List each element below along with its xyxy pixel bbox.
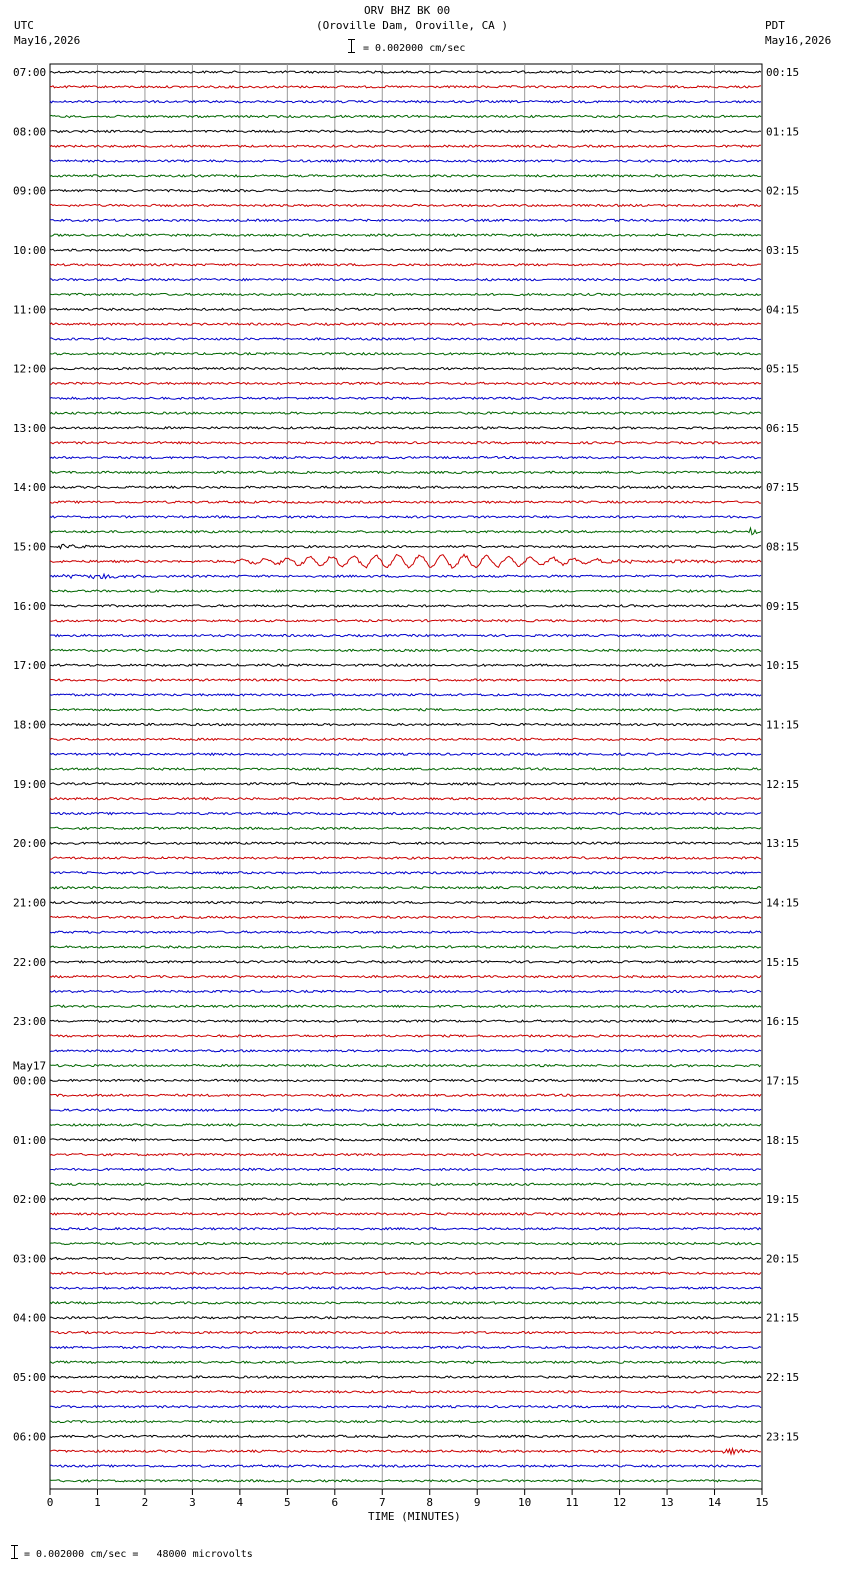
trace-row [50, 664, 761, 666]
trace-row [50, 976, 761, 978]
trace-row [50, 694, 761, 696]
pdt-hour-label: 08:15 [766, 540, 800, 554]
footer-scale-text: = 0.002000 cm/sec = 48000 microvolts [24, 1549, 253, 1560]
trace-row [50, 931, 761, 933]
pdt-hour-label: 07:15 [766, 481, 800, 495]
pdt-hour-label: 19:15 [766, 1193, 800, 1207]
pdt-hour-label: 20:15 [766, 1252, 800, 1266]
utc-hour-label: 03:00 [13, 1252, 47, 1266]
trace-row [50, 1020, 761, 1022]
trace-row [50, 961, 761, 963]
trace-row [50, 620, 761, 622]
x-tick-label: 11 [565, 1496, 579, 1509]
trace-row [50, 234, 761, 236]
x-axis-label: TIME (MINUTES) [368, 1510, 461, 1523]
utc-hour-label: 14:00 [13, 481, 47, 495]
trace-row [50, 457, 761, 459]
trace-row [50, 1346, 761, 1348]
trace-row [50, 308, 761, 310]
trace-row [50, 427, 761, 429]
trace-row [50, 264, 761, 266]
trace-row [50, 842, 761, 844]
footer-scale-icon [14, 1545, 15, 1559]
plot-frame [50, 64, 762, 1489]
utc-hour-label: 18:00 [13, 718, 47, 732]
x-tick-label: 1 [94, 1496, 101, 1509]
trace-row [50, 857, 761, 859]
trace-row [50, 323, 761, 325]
trace-row [50, 605, 761, 607]
trace-row [50, 1109, 761, 1111]
trace-row [50, 1391, 761, 1393]
trace-row [50, 501, 761, 503]
trace-row [50, 1420, 761, 1422]
trace-row [50, 827, 761, 829]
trace-row [50, 901, 761, 903]
trace-row [50, 946, 761, 948]
pdt-hour-label: 04:15 [766, 303, 800, 317]
trace-row [50, 145, 761, 147]
x-tick-label: 8 [426, 1496, 434, 1509]
utc-hour-label: 20:00 [13, 837, 47, 851]
pdt-hour-label: 06:15 [766, 421, 800, 435]
pdt-hour-label: 22:15 [766, 1371, 800, 1385]
pdt-hour-label: 16:15 [766, 1015, 800, 1029]
trace-row [50, 679, 761, 681]
pdt-hour-label: 17:15 [766, 1074, 800, 1088]
utc-hour-label: 07:00 [13, 66, 47, 79]
trace-row [50, 1449, 761, 1455]
utc-hour-label: 12:00 [13, 362, 47, 376]
utc-hour-label: 01:00 [13, 1133, 47, 1147]
trace-row [50, 279, 761, 281]
trace-row [50, 1465, 761, 1467]
trace-row [50, 353, 761, 355]
utc-hour-label: 15:00 [13, 540, 47, 554]
trace-row [50, 219, 761, 221]
x-tick-label: 10 [518, 1496, 532, 1509]
trace-row [50, 528, 761, 535]
utc-hour-label: 22:00 [13, 955, 47, 969]
utc-hour-label: 09:00 [13, 184, 47, 198]
trace-row [50, 554, 761, 568]
x-tick-label: 6 [331, 1496, 339, 1509]
trace-row [50, 1302, 761, 1304]
pdt-hour-label: 21:15 [766, 1311, 800, 1325]
pdt-hour-label: 12:15 [766, 777, 800, 791]
pdt-hour-label: 15:15 [766, 955, 800, 969]
trace-row [50, 1480, 761, 1482]
x-tick-label: 3 [189, 1496, 196, 1509]
trace-row [50, 1361, 761, 1363]
right-date: May16,2026 [765, 34, 832, 47]
trace-row [50, 1435, 761, 1437]
trace-row [50, 175, 761, 177]
trace-row [50, 723, 761, 725]
trace-row [50, 649, 761, 651]
trace-row [50, 1317, 761, 1319]
utc-hour-label: 10:00 [13, 243, 47, 257]
trace-row [50, 101, 761, 103]
trace-row [50, 190, 761, 192]
chart-title: ORV BHZ BK 00 [364, 4, 451, 17]
trace-row [50, 1183, 761, 1185]
trace-row [50, 338, 761, 340]
trace-row [50, 1228, 761, 1230]
trace-row [50, 916, 761, 918]
footer-scale-cap-top [11, 1545, 18, 1546]
x-tick-label: 13 [660, 1496, 674, 1509]
pdt-hour-label: 18:15 [766, 1133, 800, 1147]
right-timezone: PDT [765, 19, 785, 32]
trace-row [50, 1139, 761, 1141]
utc-hour-label: 19:00 [13, 777, 47, 791]
scale-text: = 0.002000 cm/sec [363, 43, 466, 54]
pdt-hour-label: 00:15 [766, 66, 800, 79]
trace-row [50, 783, 761, 785]
trace-row [50, 86, 761, 88]
trace-row [50, 1287, 761, 1289]
utc-hour-label: 04:00 [13, 1311, 47, 1325]
trace-row [50, 709, 761, 711]
trace-row [50, 442, 761, 444]
trace-row [50, 590, 761, 592]
x-tick-label: 2 [141, 1496, 149, 1509]
x-tick-label: 9 [473, 1496, 481, 1509]
utc-hour-label: 17:00 [13, 659, 47, 673]
trace-row [50, 1213, 761, 1215]
trace-row [50, 1257, 761, 1259]
pdt-hour-label: 23:15 [766, 1430, 800, 1444]
chart-subtitle: (Oroville Dam, Oroville, CA ) [316, 19, 509, 32]
trace-row [50, 471, 761, 473]
trace-row [50, 293, 761, 295]
utc-hour-label: 13:00 [13, 421, 47, 435]
utc-hour-label: 11:00 [13, 303, 47, 317]
pdt-hour-label: 05:15 [766, 362, 800, 376]
utc-hour-label: 02:00 [13, 1193, 47, 1207]
trace-row [50, 1243, 761, 1245]
x-tick-label: 12 [612, 1496, 627, 1509]
pdt-hour-label: 10:15 [766, 659, 800, 673]
trace-row [50, 872, 761, 874]
trace-row [50, 1035, 761, 1037]
pdt-hour-label: 01:15 [766, 125, 800, 139]
trace-row [50, 738, 761, 740]
utc-hour-label: 08:00 [13, 125, 47, 139]
trace-row [50, 516, 761, 518]
pdt-hour-label: 03:15 [766, 243, 800, 257]
pdt-hour-label: 13:15 [766, 837, 800, 851]
trace-row [50, 634, 761, 636]
x-tick-label: 0 [46, 1496, 54, 1509]
trace-row [50, 397, 761, 399]
utc-hour-label: 21:00 [13, 896, 47, 910]
trace-row [50, 1124, 761, 1126]
utc-hour-label: 05:00 [13, 1371, 47, 1385]
x-tick-label: 15 [755, 1496, 769, 1509]
trace-row [50, 1154, 761, 1156]
trace-row [50, 1168, 761, 1170]
utc-hour-label: 00:00 [13, 1074, 47, 1088]
trace-row [50, 753, 761, 755]
utc-hour-label: 23:00 [13, 1015, 47, 1029]
pdt-hour-label: 09:15 [766, 599, 800, 613]
trace-row [50, 368, 761, 370]
trace-row [50, 812, 761, 814]
trace-row [50, 486, 761, 488]
trace-row [50, 249, 761, 251]
trace-row [50, 1406, 761, 1408]
x-tick-label: 5 [284, 1496, 291, 1509]
utc-date-label: May17 [13, 1059, 47, 1073]
pdt-hour-label: 02:15 [766, 184, 800, 198]
trace-row [50, 990, 761, 992]
trace-row [50, 1065, 761, 1067]
trace-row [50, 1272, 761, 1274]
x-tick-label: 4 [236, 1496, 244, 1509]
trace-row [50, 544, 761, 548]
trace-row [50, 1376, 761, 1378]
trace-row [50, 115, 761, 117]
trace-row [50, 71, 761, 73]
trace-row [50, 798, 761, 800]
trace-row [50, 1050, 761, 1052]
trace-row [50, 1332, 761, 1334]
trace-row [50, 1005, 761, 1007]
footer-scale-cap-bottom [11, 1558, 18, 1559]
x-tick-label: 14 [707, 1496, 722, 1509]
trace-row [50, 382, 761, 384]
trace-row [50, 130, 761, 132]
trace-row [50, 887, 761, 889]
pdt-hour-label: 14:15 [766, 896, 800, 910]
trace-row [50, 204, 761, 206]
trace-row [50, 768, 761, 770]
utc-hour-label: 16:00 [13, 599, 47, 613]
trace-row [50, 1079, 761, 1081]
left-timezone: UTC [14, 19, 34, 32]
trace-row [50, 1094, 761, 1096]
left-date: May16,2026 [14, 34, 81, 47]
trace-row [50, 412, 761, 414]
trace-row [50, 1198, 761, 1200]
x-tick-label: 7 [378, 1496, 386, 1509]
trace-row [50, 574, 761, 578]
utc-hour-label: 06:00 [13, 1430, 47, 1444]
pdt-hour-label: 11:15 [766, 718, 800, 732]
trace-row [50, 160, 761, 162]
